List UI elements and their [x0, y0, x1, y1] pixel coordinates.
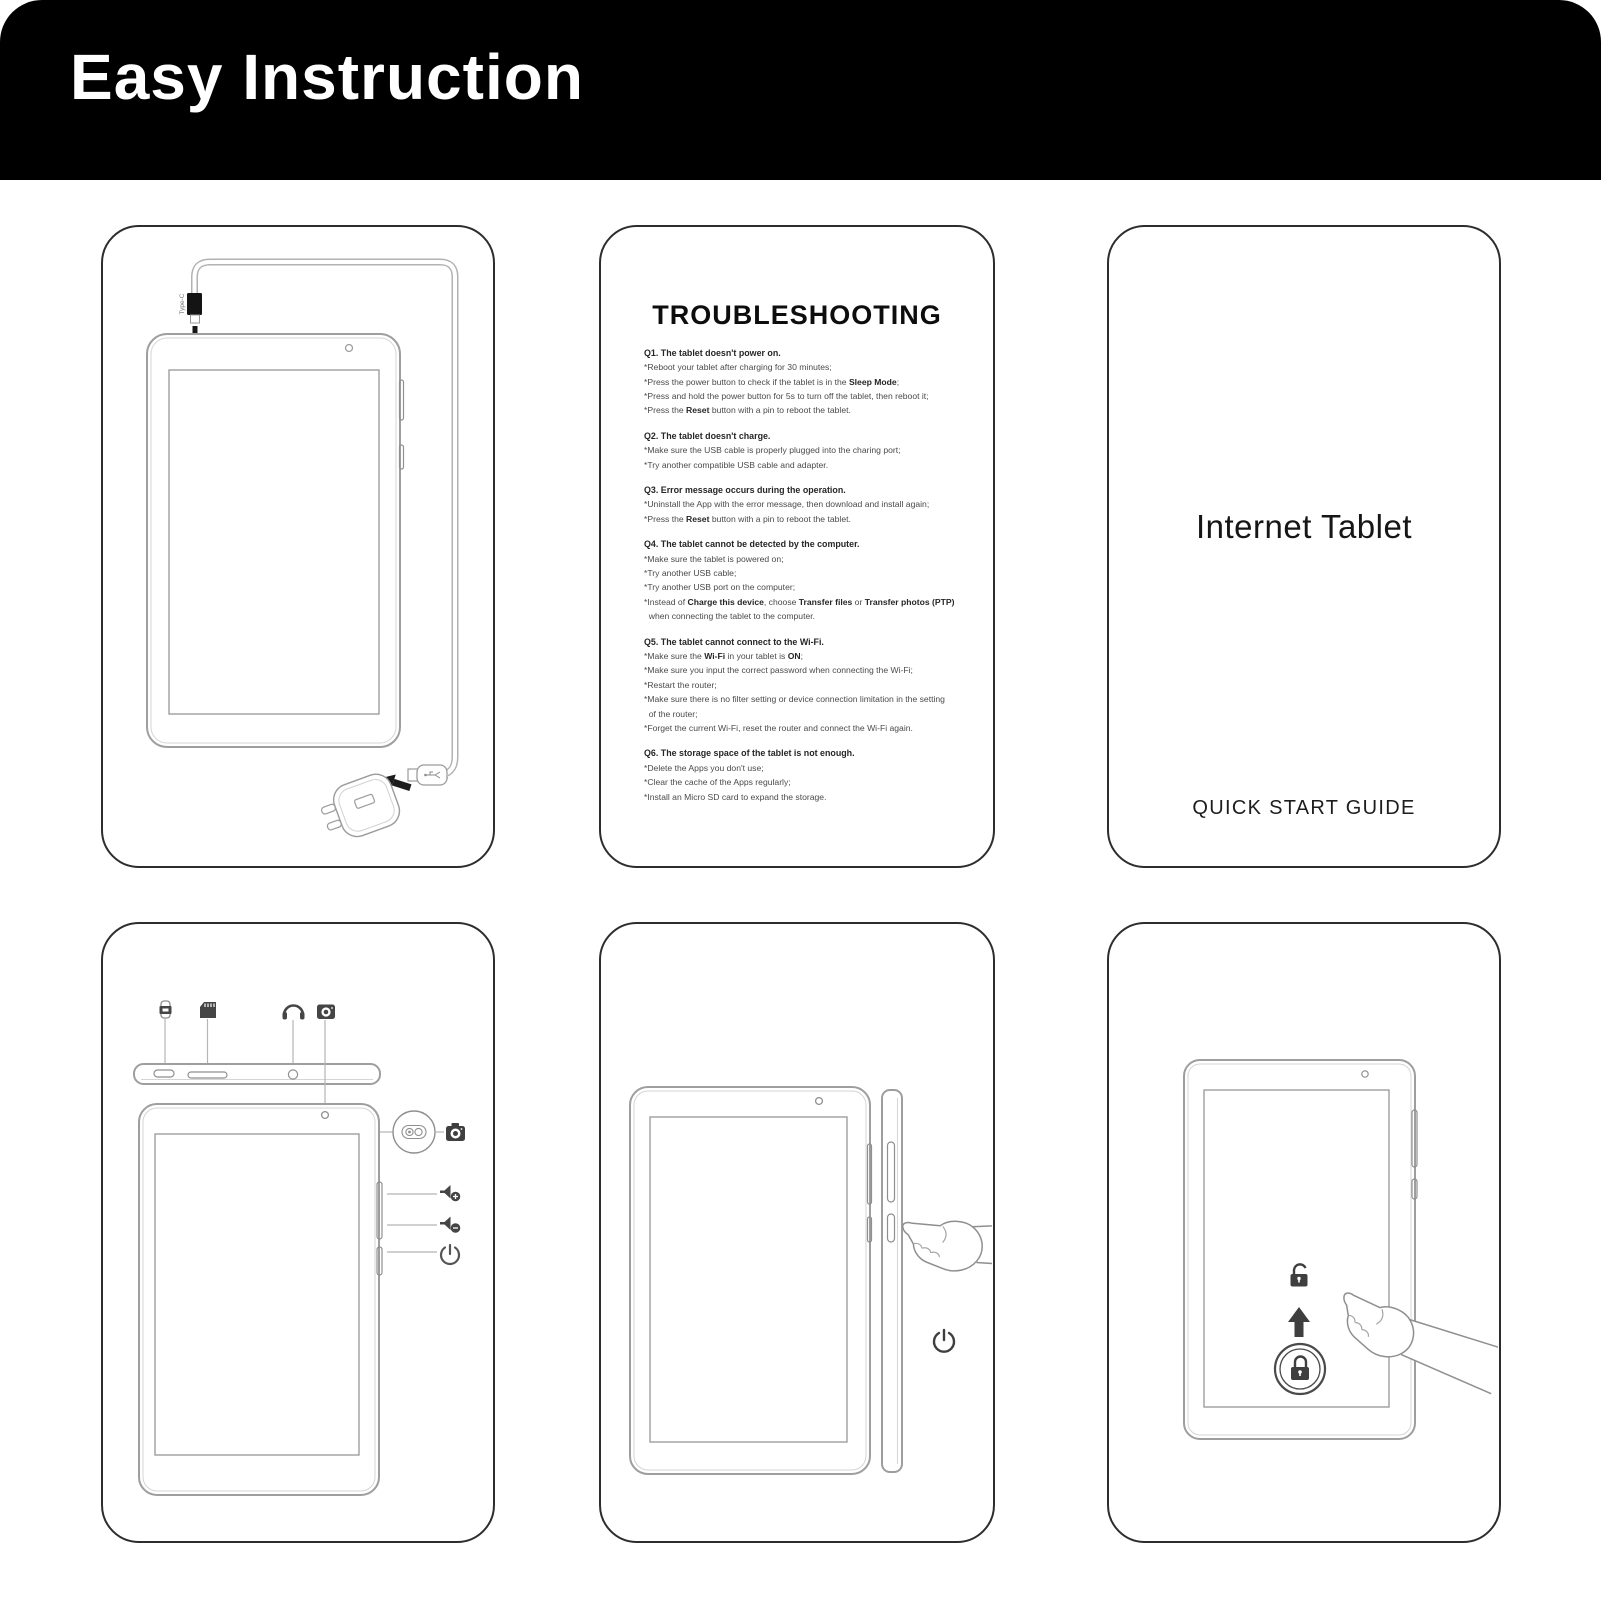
type-c-plug-icon — [179, 293, 202, 323]
faq-answer-line: *Make sure the USB cable is properly plugged into the charing port; — [644, 445, 901, 456]
power-icon — [441, 1245, 459, 1264]
volume-down-icon — [440, 1217, 460, 1233]
faq-answer-line: *Make sure there is no filter setting or device connection limitation in the setting — [644, 694, 945, 705]
faq-item — [644, 635, 969, 736]
volume-button — [400, 380, 404, 420]
charging-illustration — [103, 227, 492, 865]
faq-answer-line: *Press and hold the power button for 5s to turn off the tablet, then reboot it; — [644, 390, 929, 401]
faq-answer-line: *Restart the router; — [644, 679, 717, 690]
page-title: Easy Instruction — [70, 41, 584, 113]
power-icon — [934, 1330, 954, 1352]
pointing-hand-icon — [896, 1185, 992, 1296]
troubleshooting-title: TROUBLESHOOTING — [652, 300, 942, 330]
faq-answer-line: *Try another USB port on the computer; — [644, 582, 796, 593]
usb-cable-icon — [160, 1001, 172, 1018]
faq-answer-line: *Try another compatible USB cable and adapter. — [644, 459, 829, 470]
faq-answer-line: *Make sure the Wi-Fi in your tablet is ON; — [644, 651, 803, 661]
panel-troubleshooting — [599, 225, 995, 868]
faq-question: Q5. The tablet cannot connect to the Wi-Fi. — [644, 636, 824, 647]
faq-answer-line: *Forget the current Wi-Fi, reset the router and connect the Wi-Fi again. — [644, 723, 913, 734]
power-button — [400, 445, 404, 469]
tablet-front — [139, 1104, 382, 1495]
ports-illustration — [103, 924, 492, 1540]
connector-label: Type-C — [179, 293, 186, 315]
cover-subtitle: QUICK START GUIDE — [1192, 797, 1416, 819]
faq-question: Q1. The tablet doesn't power on. — [644, 347, 781, 358]
faq-answer-line: *Press the power button to check if the tablet is in the Sleep Mode; — [644, 376, 900, 387]
headphones-icon — [283, 1006, 305, 1020]
faq-question: Q2. The tablet doesn't charge. — [644, 430, 771, 441]
faq-answer-line: *Uninstall the App with the error message, then download and install again; — [644, 499, 930, 510]
faq-answer-line: *Make sure you input the correct password when connecting the Wi-Fi; — [644, 665, 913, 676]
side-leader-lines — [387, 1194, 437, 1252]
faq-answer-line: when connecting the tablet to the computer. — [644, 611, 816, 622]
faq-item — [644, 746, 969, 804]
faq-answer-line: *Try another USB cable; — [644, 567, 737, 578]
faq-answer-line: *Press the Reset button with a pin to reboot the tablet. — [644, 405, 851, 416]
faq-answer-line: *Reboot your tablet after charging for 30 minutes; — [644, 362, 832, 373]
faq-item — [644, 346, 969, 418]
panel-ports-diagram — [101, 922, 495, 1543]
title-banner — [0, 0, 1601, 180]
panel-power-on — [599, 922, 995, 1543]
faq-answer-line: *Make sure the tablet is powered on; — [644, 553, 784, 564]
camera-icon — [317, 1005, 335, 1020]
faq-item — [644, 429, 969, 472]
faq-question: Q6. The storage space of the tablet is not enough. — [644, 748, 855, 759]
faq-answer-line: *Delete the Apps you don't use; — [644, 762, 764, 773]
tablet-front — [147, 334, 404, 747]
volume-up-icon — [440, 1185, 460, 1201]
camera-icon — [446, 1123, 465, 1141]
faq-item — [644, 483, 969, 526]
lock-icon — [1275, 1344, 1325, 1394]
faq-answer-line: of the router; — [644, 708, 698, 719]
sd-card-icon — [200, 1002, 216, 1018]
panel-cover — [1107, 225, 1501, 868]
tablet-front — [630, 1087, 872, 1474]
faq-answer-line: *Press the Reset button with a pin to reboot the tablet. — [644, 513, 851, 524]
panel-unlock — [1107, 922, 1501, 1543]
faq-answer-line: *Install an Micro SD card to expand the storage. — [644, 791, 827, 802]
faq-item — [644, 537, 969, 623]
troubleshooting-list — [644, 346, 969, 804]
tablet-top-edge — [134, 1064, 380, 1084]
faq-question: Q4. The tablet cannot be detected by the computer. — [644, 539, 860, 550]
faq-answer-line: *Instead of Charge this device, choose Transfer files or Transfer photos (PTP) — [644, 596, 955, 607]
panel-charging-diagram — [101, 225, 495, 868]
cover-title: Internet Tablet — [1195, 508, 1413, 545]
usb-a-plug-icon — [408, 765, 447, 785]
camera-zoom-circle — [380, 1111, 444, 1153]
faq-question: Q3. Error message occurs during the operation. — [644, 484, 846, 495]
tablet-side-edge — [882, 1090, 902, 1472]
power-on-illustration — [601, 924, 992, 1540]
unlock-illustration — [1109, 924, 1498, 1540]
faq-answer-line: *Clear the cache of the Apps regularly; — [644, 777, 791, 788]
